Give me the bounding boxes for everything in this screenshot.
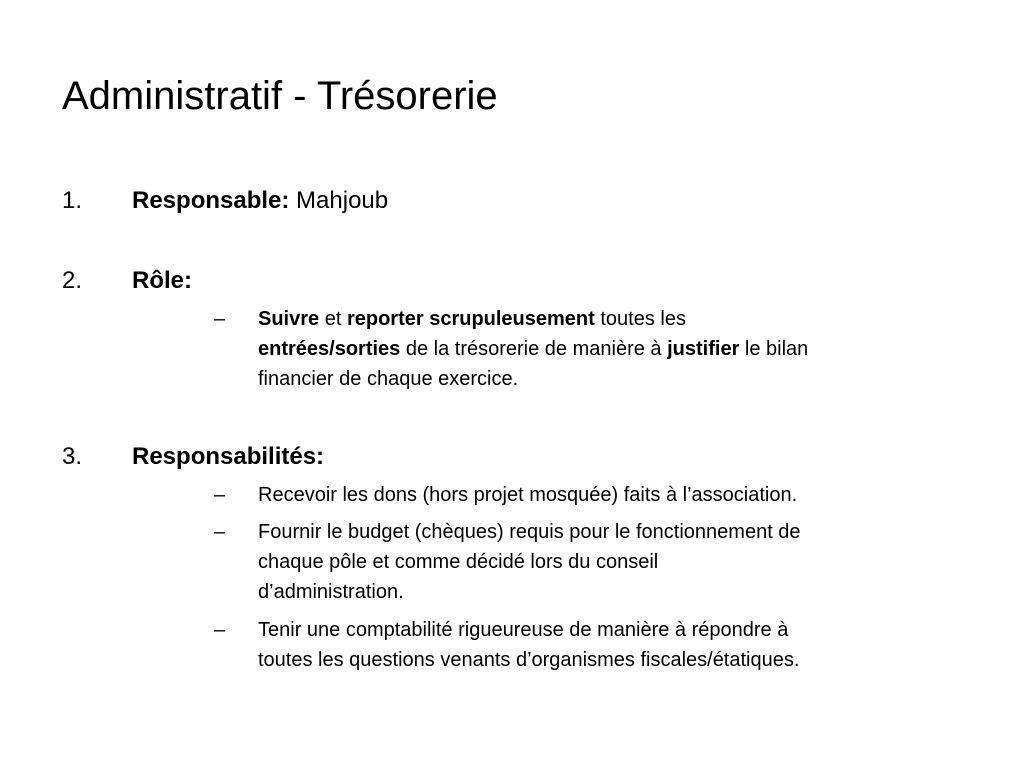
bullet-text: [258, 615, 974, 675]
bullet-line: [258, 304, 974, 334]
section-number: 2.: [62, 267, 83, 294]
bullet-dash: –: [214, 521, 226, 543]
section-number: 1.: [62, 187, 83, 214]
text-run: le bilan: [739, 338, 809, 360]
text-run: et: [319, 308, 347, 330]
text-run: Tenir une comptabilité rigueureuse de manière à répondre à: [258, 619, 789, 641]
text-run: d’administration.: [258, 581, 404, 603]
section-body: [132, 186, 388, 216]
bullet-text: [258, 517, 974, 607]
text-run: Fournir le budget (chèques) requis pour le fonctionnement de: [258, 521, 801, 543]
bullet-line: [258, 547, 974, 577]
bullet-line: [258, 517, 974, 547]
text-run: reporter scrupuleusement: [346, 308, 595, 330]
bullet-line: [258, 577, 974, 607]
section-value: Mahjoub: [296, 187, 389, 214]
section-label: Responsable:: [132, 187, 290, 214]
text-run: toutes les: [594, 308, 686, 330]
text-run: financier de chaque exercice.: [258, 368, 519, 390]
text-run: de la trésorerie de manière à: [400, 338, 668, 360]
section-label: Rôle:: [132, 267, 192, 294]
bullet-line: [258, 615, 974, 645]
text-run: justifier: [667, 338, 740, 360]
bullet-dash: –: [214, 619, 226, 641]
bullet-text: [258, 304, 974, 394]
section-number: 3.: [62, 443, 83, 470]
slide-title: Administratif - Trésorerie: [62, 74, 498, 118]
bullet-line: [258, 334, 974, 364]
bullet-line: [258, 645, 974, 675]
bullet-dash: –: [214, 484, 226, 506]
text-run: Suivre: [258, 308, 320, 330]
text-run: chaque pôle et comme décidé lors du conseil: [258, 551, 659, 573]
text-run: entrées/sorties: [258, 338, 401, 360]
bullet-dash: –: [214, 308, 226, 330]
text-run: toutes les questions venants d’organismes fiscales/étatiques.: [258, 649, 800, 671]
bullet-text: [258, 480, 974, 510]
bullet-line: [258, 364, 974, 394]
section-label: Responsabilités:: [132, 443, 325, 470]
text-run: Recevoir les dons (hors projet mosquée) faits à l’association.: [258, 484, 798, 506]
bullet-line: [258, 480, 974, 510]
